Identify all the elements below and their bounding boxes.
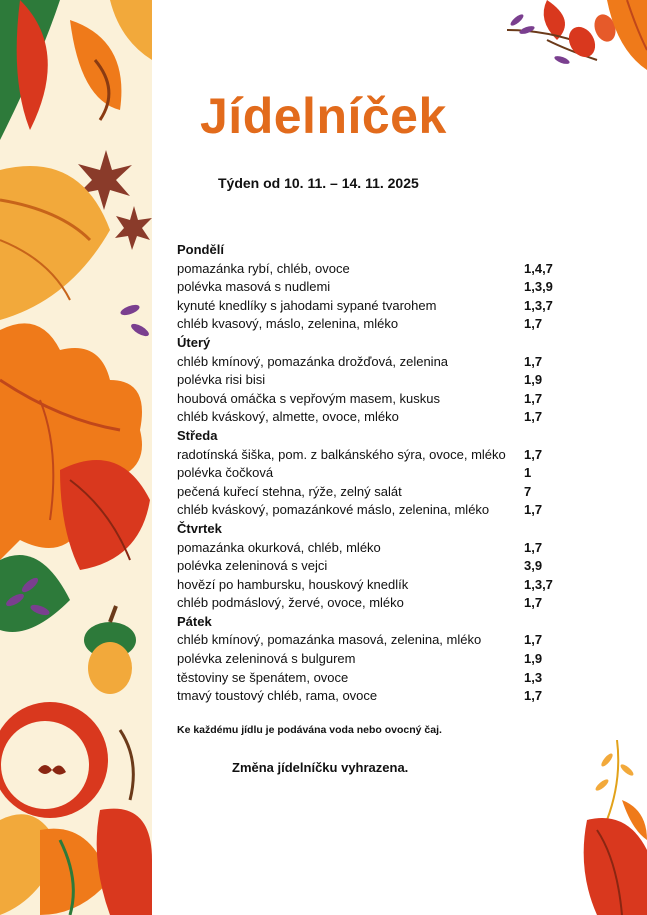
menu-item-name: polévka risi bisi bbox=[177, 372, 266, 388]
menu-item-allergens: 1,7 bbox=[524, 316, 543, 332]
day-heading: Čtvrtek bbox=[177, 520, 222, 536]
menu-item bbox=[177, 501, 577, 520]
menu-item bbox=[177, 390, 577, 409]
menu-item-name: polévka čočková bbox=[177, 465, 274, 481]
menu-item bbox=[177, 594, 577, 613]
menu-item-allergens: 1,9 bbox=[524, 372, 543, 388]
menu-item bbox=[177, 669, 577, 688]
menu-item-allergens: 1,7 bbox=[524, 409, 543, 425]
drink-note: Ke každému jídlu je podávána voda nebo ovocný čaj. bbox=[177, 724, 442, 736]
menu-item-name: polévka masová s nudlemi bbox=[177, 279, 331, 295]
menu-item-name: polévka zeleninová s bulgurem bbox=[177, 651, 356, 667]
menu-item-allergens: 1,7 bbox=[524, 390, 543, 406]
menu-item bbox=[177, 446, 577, 465]
menu-item-name: chléb kváskový, almette, ovoce, mléko bbox=[177, 409, 399, 425]
page-title: Jídelníček bbox=[200, 88, 447, 144]
menu-item-allergens: 3,9 bbox=[524, 558, 543, 574]
menu-item-allergens: 1,7 bbox=[524, 595, 543, 611]
menu-item-name: pečená kuřecí stehna, rýže, zelný salát bbox=[177, 483, 402, 499]
menu-item-name: chléb kvasový, máslo, zelenina, mléko bbox=[177, 316, 399, 332]
menu-item bbox=[177, 297, 577, 316]
menu-item bbox=[177, 464, 577, 483]
menu-item-allergens: 1,3,7 bbox=[524, 576, 553, 592]
menu-item-name: chléb kmínový, pomazánka masová, zelenina, mléko bbox=[177, 632, 482, 648]
day-heading: Úterý bbox=[177, 334, 211, 350]
day-heading: Pátek bbox=[177, 613, 212, 629]
menu-item-name: houbová omáčka s vepřovým masem, kuskus bbox=[177, 390, 440, 406]
menu-item-allergens: 1,9 bbox=[524, 651, 543, 667]
menu-item bbox=[177, 557, 577, 576]
menu-item bbox=[177, 631, 577, 650]
menu-item-allergens: 7 bbox=[524, 483, 532, 499]
menu-item-name: hovězí po hambursku, houskový knedlík bbox=[177, 576, 409, 592]
menu-item-name: chléb podmáslový, žervé, ovoce, mléko bbox=[177, 595, 404, 611]
menu-item bbox=[177, 687, 577, 706]
menu-item-name: polévka zeleninová s vejci bbox=[177, 558, 328, 574]
autumn-leaves-bottom-right bbox=[577, 740, 647, 915]
menu-item bbox=[177, 278, 577, 297]
menu-item-allergens: 1,7 bbox=[524, 688, 543, 704]
menu-item-allergens: 1,3,9 bbox=[524, 279, 553, 295]
menu-item bbox=[177, 408, 577, 427]
menu-item-name: kynuté knedlíky s jahodami sypané tvarohem bbox=[177, 297, 437, 313]
weekly-menu bbox=[177, 241, 577, 706]
menu-item-allergens: 1,7 bbox=[524, 539, 543, 555]
menu-item-name: těstoviny se špenátem, ovoce bbox=[177, 669, 349, 685]
menu-item-allergens: 1,7 bbox=[524, 353, 543, 369]
day-heading: Středa bbox=[177, 427, 218, 443]
day-heading: Pondělí bbox=[177, 242, 224, 257]
menu-item-allergens: 1,3,7 bbox=[524, 297, 553, 313]
menu-item bbox=[177, 315, 577, 334]
menu-item-name: tmavý toustový chléb, rama, ovoce bbox=[177, 688, 378, 704]
autumn-leaves-border-left bbox=[0, 0, 152, 915]
menu-item bbox=[177, 260, 577, 279]
menu-item bbox=[177, 371, 577, 390]
menu-item bbox=[177, 539, 577, 558]
menu-item-allergens: 1,7 bbox=[524, 632, 543, 648]
menu-item bbox=[177, 576, 577, 595]
menu-item-allergens: 1,4,7 bbox=[524, 260, 553, 276]
menu-item-name: pomazánka rybí, chléb, ovoce bbox=[177, 260, 350, 276]
week-range: Týden od 10. 11. – 14. 11. 2025 bbox=[218, 175, 419, 191]
menu-item-allergens: 1,3 bbox=[524, 669, 543, 685]
menu-item-name: chléb kváskový, pomazánkové máslo, zelenina, mléko bbox=[177, 502, 490, 518]
menu-item-allergens: 1,7 bbox=[524, 446, 543, 462]
menu-item-name: chléb kmínový, pomazánka drožďová, zelenina bbox=[177, 353, 449, 369]
menu-item bbox=[177, 353, 577, 372]
menu-item bbox=[177, 650, 577, 669]
menu-item-name: radotínská šiška, pom. z balkánského sýra, ovoce, mléko bbox=[177, 446, 506, 462]
menu-item-allergens: 1,7 bbox=[524, 502, 543, 518]
autumn-berries-top-right bbox=[487, 0, 647, 80]
menu-item-name: pomazánka okurková, chléb, mléko bbox=[177, 539, 381, 555]
change-notice: Změna jídelníčku vyhrazena. bbox=[232, 760, 409, 775]
menu-item bbox=[177, 483, 577, 502]
menu-item-allergens: 1 bbox=[524, 465, 532, 481]
